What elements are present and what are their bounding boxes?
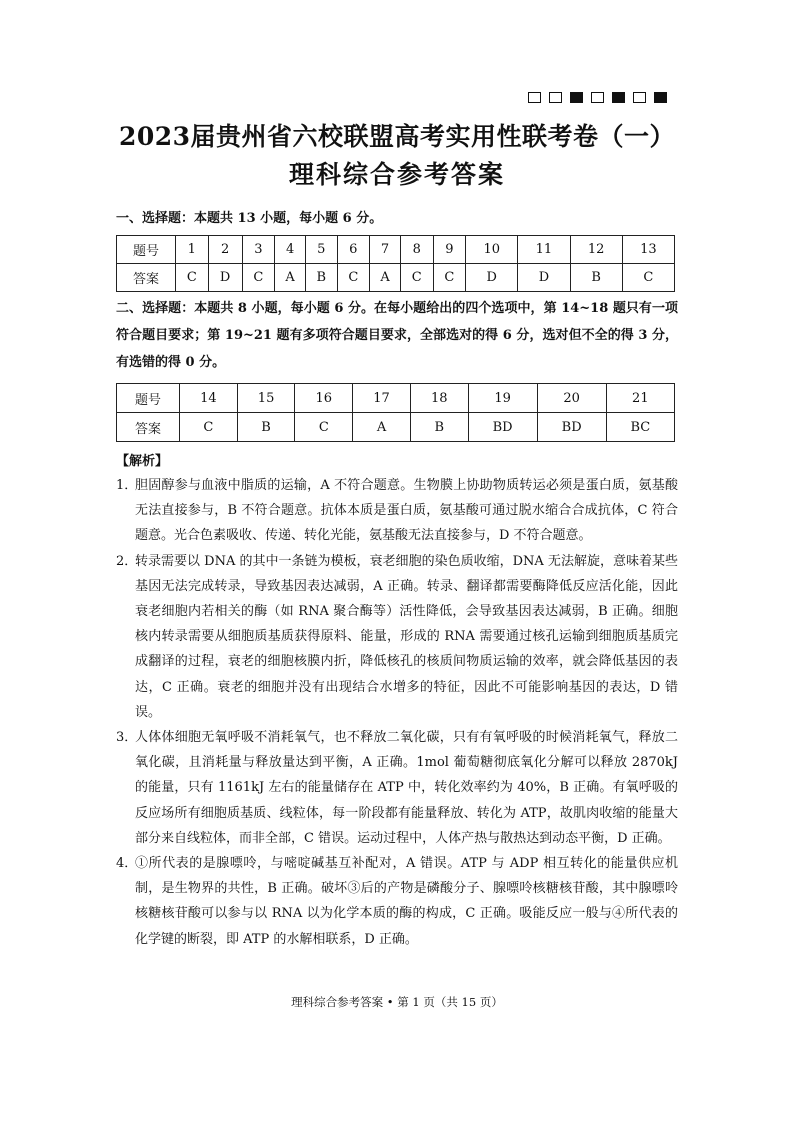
corner-marks <box>528 92 667 103</box>
row-label: 题号 <box>117 236 176 264</box>
corner-mark <box>654 92 667 103</box>
answer-row <box>117 264 675 292</box>
question-number: 4 <box>275 236 306 264</box>
answer-cell: D <box>466 264 518 292</box>
question-number: 8 <box>400 236 433 264</box>
page-footer: 理科综合参考答案 • 第 1 页（共 15 页） <box>291 995 503 1009</box>
item-text: 转录需要以 DNA 的其中一条链为模板，衰老细胞的染色质收缩，DNA 无法解旋，意味着某些基因无法完成转录，导致基因表达减弱，A 正确。转录、翻译都需要酶降低反应活化能，因此衰老细胞内若相关的酶（如 RNA 聚合酶等）活性降低，会导致基因表达减弱，B 正确。细胞核内转录需要从细胞质基质获得原料、能量，形成的 RNA 需要通过核孔运输到细胞质基质完成翻译的过程，衰老的细胞核膜内折，降低核孔的核质间物质运输的效率，就会降低基因的表达，C 正确。衰老的细胞并没有出现结合水增多的特征，因此不可能影响基因的表达，D 错误。 <box>135 553 678 720</box>
question-number: 15 <box>237 384 295 413</box>
answer-cell: A <box>353 413 411 442</box>
question-number: 10 <box>466 236 518 264</box>
corner-mark <box>591 92 604 103</box>
answer-cell: C <box>242 264 275 292</box>
answer-cell: A <box>275 264 306 292</box>
question-number: 7 <box>370 236 401 264</box>
row-label: 答案 <box>117 413 180 442</box>
question-number: 12 <box>570 236 622 264</box>
section1-heading: 一、选择题：本题共 13 小题，每小题 6 分。 <box>116 211 383 226</box>
section2-heading: 二、选择题：本题共 8 小题，每小题 6 分。在每小题给出的四个选项中，第 14~18 题只有一项符合题目要求；第 19~21 题有多项符合题目要求，全部选对的得 6 分，选对但不全的得 3 分，有选错的得 0 分。 <box>116 301 678 370</box>
question-number: 11 <box>518 236 570 264</box>
answer-cell: A <box>370 264 401 292</box>
corner-mark <box>633 92 646 103</box>
question-number: 9 <box>433 236 466 264</box>
answer-cell: D <box>208 264 242 292</box>
analysis-list <box>116 473 678 952</box>
item-text: 人体体细胞无氧呼吸不消耗氧气，也不释放二氧化碳，只有有氧呼吸的时候消耗氧气，释放二氧化碳，且消耗量与释放量达到平衡，A 正确。1mol 葡萄糖彻底氧化分解可以释放 2870kJ 的能量，只有 1161kJ 左右的能量储存在 ATP 中，转化效率约为 40%，B 正确。有氧呼吸的反应场所有细胞质基质、线粒体，每一阶段都有能量释放、转化为 ATP，故肌肉收缩的能量大部分来自线粒体，而非全部，C 错误。运动过程中，人体产热与散热达到动态平衡，D 正确。 <box>135 730 678 846</box>
answer-cell: C <box>622 264 674 292</box>
item-number: 1． <box>116 478 138 493</box>
question-number: 17 <box>353 384 411 413</box>
answer-table-2 <box>116 383 675 442</box>
corner-mark <box>528 92 541 103</box>
analysis-item <box>116 473 678 549</box>
question-number: 2 <box>208 236 242 264</box>
answer-cell: BC <box>606 413 674 442</box>
answer-cell: C <box>433 264 466 292</box>
row-label: 答案 <box>117 264 176 292</box>
question-number: 18 <box>410 384 468 413</box>
answer-table-1 <box>116 235 675 292</box>
answer-cell: C <box>400 264 433 292</box>
answer-cell: C <box>176 264 209 292</box>
question-number: 3 <box>242 236 275 264</box>
analysis-item <box>116 549 678 725</box>
question-number: 16 <box>295 384 353 413</box>
question-row <box>117 236 675 264</box>
answer-cell: BD <box>468 413 537 442</box>
question-number: 6 <box>337 236 370 264</box>
analysis-item <box>116 851 678 952</box>
answer-cell: D <box>518 264 570 292</box>
answer-cell: B <box>570 264 622 292</box>
item-text: ①所代表的是腺嘌呤，与嘧啶碱基互补配对，A 错误。ATP 与 ADP 相互转化的能量供应机制，是生物界的共性，B 正确。破坏③后的产物是磷酸分子、腺嘌呤核糖核苷酸，其中腺嘌呤核糖核苷酸可以参与以 RNA 以为化学本质的酶的构成，C 正确。吸能反应一般与④所代表的化学键的断裂，即 ATP 的水解相联系，D 正确。 <box>135 856 678 947</box>
item-number: 2． <box>116 553 138 569</box>
answer-cell: B <box>237 413 295 442</box>
question-number: 1 <box>176 236 209 264</box>
item-number: 3． <box>116 730 138 746</box>
analysis-item <box>116 725 678 851</box>
answer-cell: BD <box>537 413 606 442</box>
answer-cell: C <box>295 413 353 442</box>
analysis-heading: 【解析】 <box>116 454 169 469</box>
page-subtitle: 理科综合参考答案 <box>288 160 505 189</box>
question-number: 20 <box>537 384 606 413</box>
answer-cell: B <box>410 413 468 442</box>
question-number: 19 <box>468 384 537 413</box>
corner-mark <box>612 92 625 103</box>
answer-row <box>117 413 675 442</box>
corner-mark <box>549 92 562 103</box>
item-text: 胆固醇参与血液中脂质的运输，A 不符合题意。生物膜上协助物质转运必须是蛋白质，氨基酸无法直接参与，B 不符合题意。抗体本质是蛋白质，氨基酸可通过脱水缩合合成抗体，C 符合题意。光合色素吸收、传递、转化光能，氨基酸无法直接参与，D 不符合题意。 <box>135 478 678 544</box>
question-number: 5 <box>306 236 337 264</box>
answer-cell: C <box>180 413 238 442</box>
page-title: 2023届贵州省六校联盟高考实用性联考卷（一） <box>118 122 676 151</box>
question-row <box>117 384 675 413</box>
question-number: 14 <box>180 384 238 413</box>
answer-cell: B <box>306 264 337 292</box>
answer-cell: C <box>337 264 370 292</box>
question-number: 13 <box>622 236 674 264</box>
corner-mark <box>570 92 583 103</box>
question-number: 21 <box>606 384 674 413</box>
item-number: 4． <box>116 856 138 872</box>
row-label: 题号 <box>117 384 180 413</box>
